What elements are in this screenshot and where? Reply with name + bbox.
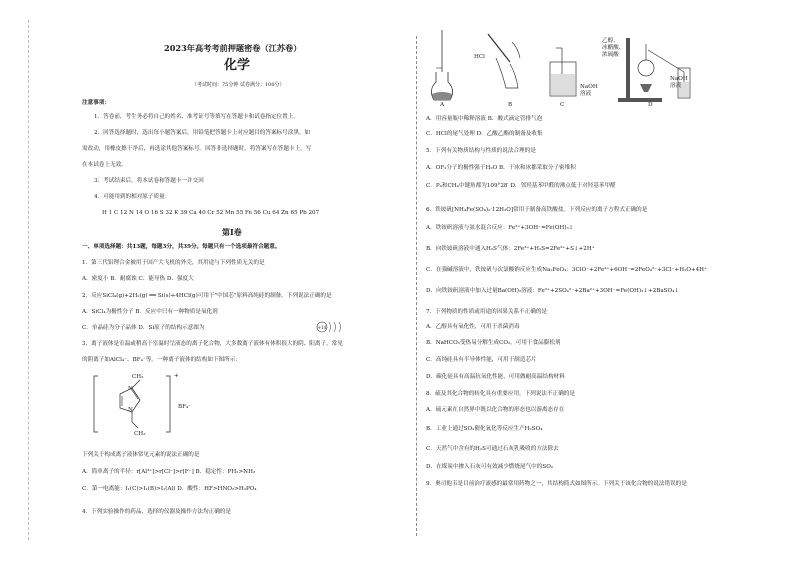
q3-text: 的阴离子如AlCl₄⁻、BF₄⁻等。一种离子液体的结构如下图所示： xyxy=(82,357,241,363)
binding-line xyxy=(28,20,29,540)
exam-title: 2023年高考考前押题密卷（江苏卷） xyxy=(164,43,302,53)
question-1: 1．第三代铝锂合金被用于国产大飞机的外壳，其用途与下列性质无关的是 xyxy=(82,260,265,266)
q1-options: A．密度小 B．耐腐蚀 C．能导热 D．强度大 xyxy=(82,276,194,282)
anion-label: BF₄⁻ xyxy=(178,404,192,410)
reagents-label: 乙醇、 冰醋酸、 浓硫酸 xyxy=(602,38,625,58)
question-6: 6．铁铵矾[NH₄Fe(SO₄)₂·12H₂O]常用于制备高铁酸盐。下列反应的离子方程式正确的是 xyxy=(426,207,648,213)
q6-option-a: A．铁铵矾溶液与氨水混合反应：Fe³⁺+3OH⁻=Fe(OH)₃↓ xyxy=(426,225,574,231)
svg-text:+14: +14 xyxy=(317,325,327,330)
question-4: 4．下列实验操作的药品、选择的仪器及操作方法均正确的是 xyxy=(82,509,231,515)
note-line: 2．回答选择题时，选出每小题答案后，用铅笔把答题卡上对应题目的答案标号涂黑。如 xyxy=(94,130,311,136)
q3-options-cd: C．第一电离能：I₁(C)>I₁(B)>I₁(Al) D．酸性：HF>HNO₃>H₃PO₄ xyxy=(82,486,257,492)
note-line: 需改动，用橡皮擦干净后，再选涂其他答案标号。回答非选择题时，将答案写在答题卡上。写 xyxy=(82,146,312,152)
naoh-label-c: NaOH 溶液 xyxy=(580,84,598,97)
question-5: 5．下列有关物质结构与性质的说法合理的是 xyxy=(426,148,536,154)
note-line: 4．可能用到的相对原子质量： xyxy=(94,194,171,200)
figure-letter: B xyxy=(508,102,513,108)
atomic-masses: H 1 C 12 N 14 O 16 S 32 K 39 Ca 40 Cr 52 Mn 55 Fe 56 Cu 64 Zn 65 Pb 207 xyxy=(102,210,320,216)
q8-option-a: A．硫元素在自然界中既以化合物的形态也以游离态存在 xyxy=(426,407,565,413)
q7-option-d: D．碳化硅具有高温抗氧化性能，可用做耐高温结构材料 xyxy=(426,374,565,380)
section-heading: 第Ⅰ卷 xyxy=(222,227,242,237)
q7-option-b: B．NaHCO₃受热易分解生成CO₂，可用于食品膨松剂 xyxy=(426,340,561,346)
q6-option-d: D．向铁铵矾溶液中加入过量Ba(OH)₂溶液：Fe³⁺+2SO₄²⁻+2Ba²⁺+3OH⁻=Fe(OH)₃↓+2BaSO₄↓ xyxy=(426,288,680,294)
nitrogen-label: N xyxy=(128,386,133,392)
q6-option-b: B．向铁铵矾溶液中通入H₂S气体：2Fe³⁺+H₂S=2Fe²⁺+S↓+2H⁺ xyxy=(426,246,595,252)
column-divider xyxy=(416,36,417,536)
q2-options-ab: A．SiCl₄为极性分子 B．反应中只有一种物质是氧化剂 xyxy=(82,309,218,315)
si-atom-diagram xyxy=(316,320,346,334)
q8-option-b: B．工业上通过SO₂催化氧化等反应生产H₂SO₄ xyxy=(426,426,543,432)
right-column xyxy=(426,0,776,562)
q7-option-c: C．高纯硅具有半导体性能，可用于制造芯片 xyxy=(426,357,537,363)
q3-stem: 下列关于构成离子液体常见元素的说法正确的是 xyxy=(82,452,200,458)
hcl-label: HCl xyxy=(474,54,485,60)
methyl-bottom-label: CH₃ xyxy=(134,431,146,437)
question-3: 3．离子液体是室温或稍高于室温时呈液态的离子化合物，大多数离子液体有体积很大的阴、阳离子，常见 xyxy=(82,341,343,347)
nitrogen-label: N xyxy=(128,407,133,413)
figure-letter: D xyxy=(648,102,653,108)
methyl-top-label: CH₃ xyxy=(132,374,144,380)
q3-options-ab: A．简单离子的半径：r[Al³⁺]>r[Cl⁻]>r[F⁻] B．稳定性：PH₃>NH₃ xyxy=(82,469,256,475)
left-column xyxy=(72,0,408,562)
q2-options-cd: C．单晶硅为分子晶体 D．Si原子的结构示意图为 xyxy=(82,325,205,331)
notes-heading: 注意事项： xyxy=(82,100,110,106)
figure-letter: C xyxy=(560,102,565,108)
note-line: 3．考试结束后，将本试卷和答题卡一并交回 xyxy=(94,178,204,184)
question-7: 7．下列物质的性质或用途的因果关系不正确的是 xyxy=(426,309,548,315)
binding-margin xyxy=(8,20,48,540)
q7-option-a: A．乙醇具有氧化性，可用于杀菌消毒 xyxy=(426,324,520,330)
q8-option-d: D．在煤炭中掺入石灰可有效减少燃烧尾气中的SO₂ xyxy=(426,464,554,470)
question-9: 9．奥司他韦是目前治疗流感的最常用药物之一，其结构简式如图所示。下列关于该化合物的说法错误的是 xyxy=(426,481,687,487)
exam-info: （考试时间：75分钟 试卷满分：100分） xyxy=(192,82,285,88)
q4-options-ab: A．用容量瓶中稀释溶液 B．酸式滴定管排气泡 xyxy=(426,116,543,122)
q5-options-ab: A．OF₂分子的极性强于H₂O B．干冰和冰都采取分子密堆积 xyxy=(426,165,576,171)
naoh-label-d: NaOH 溶液 xyxy=(670,76,688,89)
q4-options-cd: C．HCl的尾气处理 D．乙酸乙酯的制备及收集 xyxy=(426,131,543,137)
figure-letter: A xyxy=(440,102,445,108)
question-2: 2．反应SiCl₄(g)+2H₂(g) ══ Si(s)+4HCl(g)可用于"中国芯"原料高纯硅的制备。下列说法正确的是 xyxy=(82,293,332,299)
cation-charge: + xyxy=(174,373,179,379)
apparatus-figure xyxy=(426,28,716,108)
q6-option-c: C．在强碱溶液中，铁铵矾与次氯酸钠反应生成Na₂FeO₄：3ClO⁻+2Fe³⁺+6OH⁻=2FeO₄²⁻+3Cl⁻+H₂O+4H⁺ xyxy=(426,267,707,273)
question-8: 8．硫及其化合物的转化具有重要应用。下列说法不正确的是 xyxy=(426,391,575,397)
note-line: 在本试卷上无效。 xyxy=(82,162,127,168)
note-line: 1．答卷前，考生务必将自己的姓名、准考证号等填写在答题卡和试卷指定位置上。 xyxy=(94,114,299,120)
section-instruction: 一、单项选择题：共13题，每题3分，共39分。每题只有一个选项最符合题意。 xyxy=(82,244,281,250)
subject-title: 化学 xyxy=(224,58,251,73)
q8-option-c: C．天然气中含有的H₂S可通过石灰乳吸收的方法除去 xyxy=(426,446,559,452)
q5-options-cd: C．P₄和CH₄中键角都为109°28′ D．邻羟基苯甲醛的沸点低于对羟基苯甲醛 xyxy=(426,183,616,189)
